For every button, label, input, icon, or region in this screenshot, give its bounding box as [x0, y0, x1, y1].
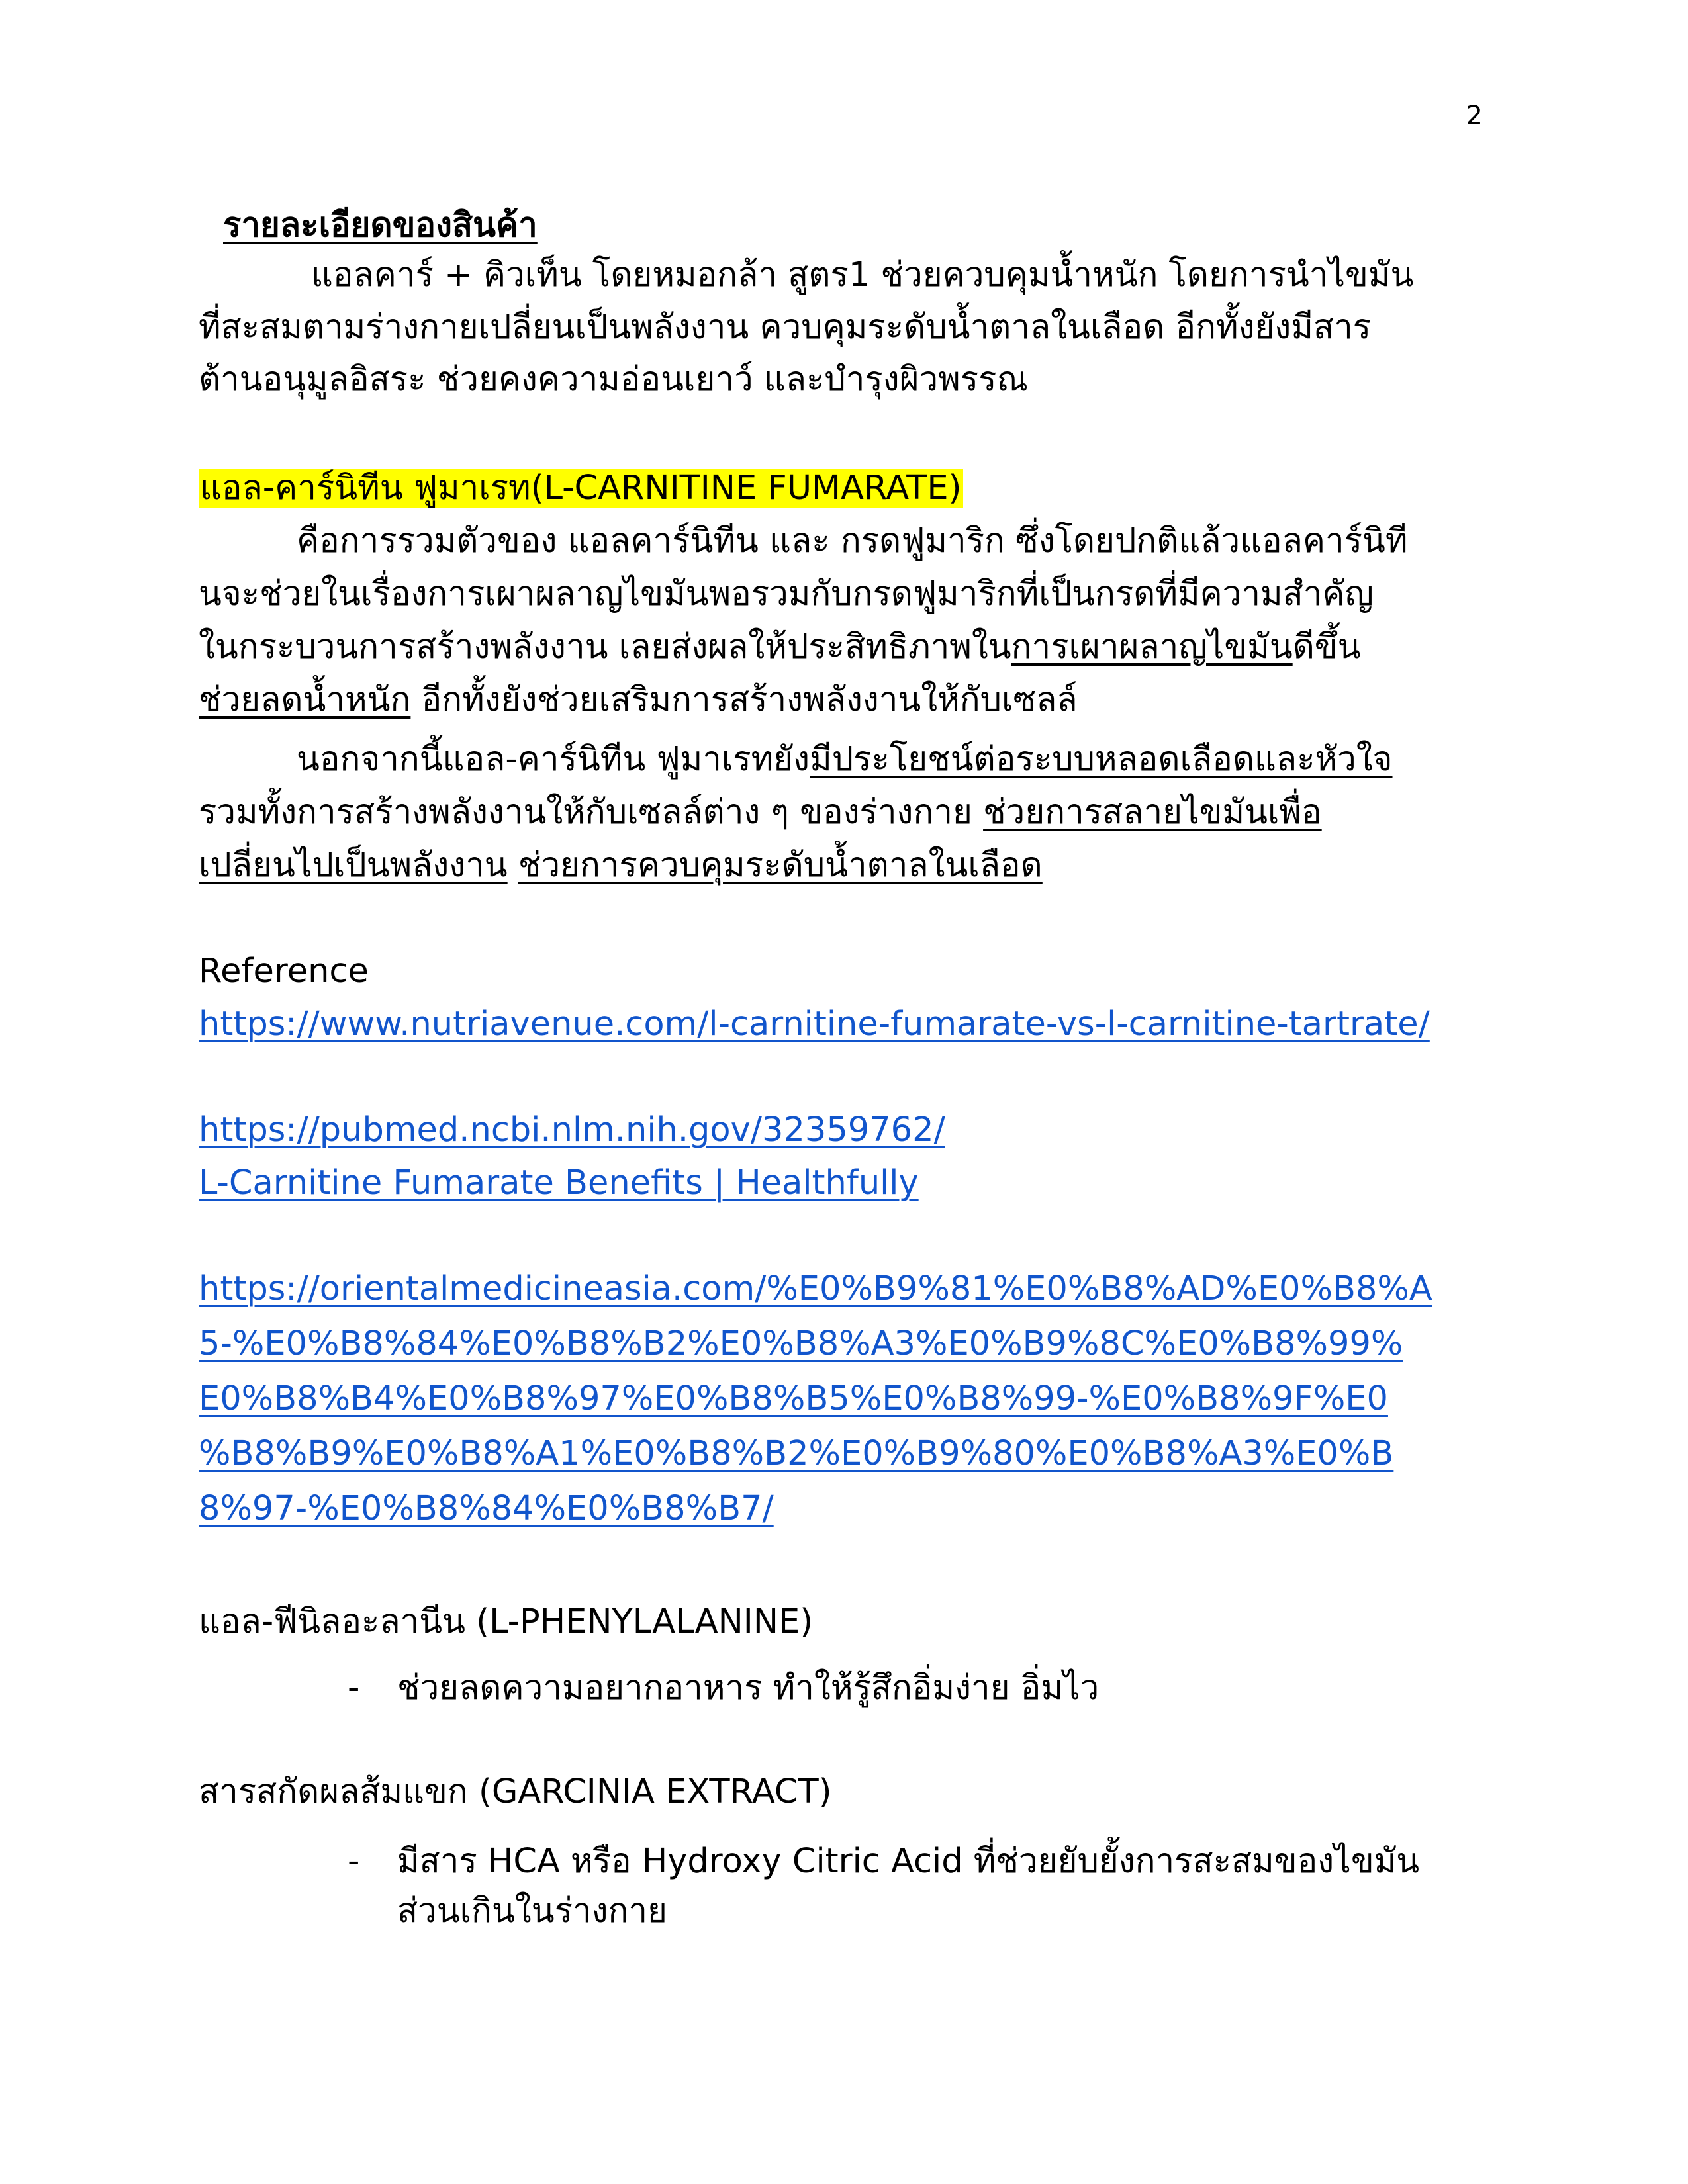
underlined-text: ช่วยลดน้ำหนัก [199, 680, 411, 719]
reference-link-4-line-2 [199, 1322, 1403, 1366]
page-number: 2 [1466, 101, 1483, 131]
reference-link-orientalmedicine[interactable]: 8%97-%E0%B8%84%E0%B8%B7/ [199, 1489, 774, 1528]
reference-link-4-line-3 [199, 1377, 1388, 1421]
carnitine-p1-line-3 [199, 625, 1361, 669]
carnitine-p2-line-1 [297, 738, 1393, 782]
garcinia-item-line-2: ส่วนเกินในร่างกาย [397, 1891, 667, 1931]
garcinia-heading: สารสกัดผลส้มแขก (GARCINIA EXTRACT) [199, 1772, 832, 1811]
text-run: ดีขึ้น [1292, 627, 1361, 666]
reference-link-4-line-5 [199, 1487, 774, 1531]
underlined-text: การเผาผลาญไขมัน [1011, 627, 1293, 666]
intro-line-2: ที่สะสมตามร่างกายเปลี่ยนเป็นพลังงาน ควบคุมระดับน้ำตาลในเลือด อีกทั้งยังมีสาร [199, 308, 1372, 347]
text-run: อีกทั้งยังช่วยเสริมการสร้างพลังงานให้กับเซลล์ [410, 680, 1078, 719]
reference-link-2-line [199, 1109, 945, 1152]
intro-line-3: ต้านอนุมูลอิสระ ช่วยคงความอ่อนเยาว์ และบำรุงผิวพรรณ [199, 360, 1028, 399]
reference-link-1-line [199, 1003, 1430, 1046]
underlined-text: เปลี่ยนไปเป็นพลังงาน [199, 846, 508, 885]
text-run: ในกระบวนการสร้างพลังงาน เลยส่งผลให้ประสิทธิภาพใน [199, 627, 1011, 666]
reference-link-3-line [199, 1161, 919, 1205]
highlighted-heading: แอล-คาร์นิทีน ฟูมาเรท(L-CARNITINE FUMARATE) [200, 469, 962, 508]
reference-link-orientalmedicine[interactable]: %B8%B9%E0%B8%A1%E0%B8%B2%E0%B9%80%E0%B8%A3%E0%B [199, 1434, 1394, 1473]
underlined-text: มีประโยชน์ต่อระบบหลอดเลือดและหัวใจ [810, 740, 1393, 779]
reference-link-healthfully[interactable]: L-Carnitine Fumarate Benefits | Healthfully [199, 1163, 919, 1203]
text-run: นอกจากนี้แอล-คาร์นิทีน ฟูมาเรทยัง [297, 740, 810, 779]
phenylalanine-heading: แอล-ฟีนิลอะลานีน (L-PHENYLALANINE) [199, 1602, 814, 1641]
carnitine-heading [199, 467, 963, 510]
bullet-dash: - [348, 1842, 360, 1881]
reference-link-4-line-1 [199, 1267, 1432, 1311]
reference-link-4-line-4 [199, 1432, 1393, 1476]
intro-line-1: แอลคาร์ + คิวเท็น โดยหมอกล้า สูตร1 ช่วยควบคุมน้ำหนัก โดยการนำไขมัน [311, 255, 1414, 295]
phenylalanine-item: ช่วยลดความอยากอาหาร ทำให้รู้สึกอิ่มง่าย อิ่มไว [397, 1668, 1100, 1707]
underlined-text: ช่วยการควบคุมระดับน้ำตาลในเลือด [518, 846, 1043, 885]
carnitine-p1-line-4 [199, 678, 1078, 722]
reference-link-pubmed[interactable]: https://pubmed.ncbi.nlm.nih.gov/32359762/ [199, 1111, 945, 1150]
carnitine-p2-line-2 [199, 791, 1322, 835]
text-run: รวมทั้งการสร้างพลังงานให้กับเซลล์ต่าง ๆ ของร่างกาย [199, 793, 984, 832]
reference-link-orientalmedicine[interactable]: 5-%E0%B8%84%E0%B8%B2%E0%B8%A3%E0%B9%8C%E0%B8%99% [199, 1324, 1403, 1363]
carnitine-p1-line-1: คือการรวมตัวของ แอลคาร์นิทีน และ กรดฟูมาริก ซึ่งโดยปกติแล้วแอลคาร์นิที [297, 522, 1408, 561]
reference-link-orientalmedicine[interactable]: E0%B8%B4%E0%B8%97%E0%B8%B5%E0%B8%99-%E0%B8%9F%E0 [199, 1379, 1388, 1418]
reference-link-nutriavenue[interactable]: https://www.nutriavenue.com/l-carnitine-fumarate-vs-l-carnitine-tartrate/ [199, 1005, 1430, 1044]
carnitine-p2-line-3 [199, 844, 1043, 887]
section-title: รายละเอียดของสินค้า [223, 206, 538, 245]
reference-label: Reference [199, 952, 369, 991]
bullet-dash: - [348, 1668, 360, 1707]
carnitine-p1-line-2: นจะช่วยในเรื่องการเผาผลาญไขมันพอรวมกับกรดฟูมาริกที่เป็นกรดที่มีความสำคัญ [199, 574, 1374, 614]
text-run [508, 846, 518, 885]
reference-link-orientalmedicine[interactable]: https://orientalmedicineasia.com/%E0%B9%81%E0%B8%AD%E0%B8%A [199, 1269, 1432, 1308]
garcinia-item-line-1: มีสาร HCA หรือ Hydroxy Citric Acid ที่ช่วยยับยั้งการสะสมของไขมัน [397, 1842, 1420, 1881]
underlined-text: ช่วยการสลายไขมันเพื่อ [983, 793, 1322, 832]
